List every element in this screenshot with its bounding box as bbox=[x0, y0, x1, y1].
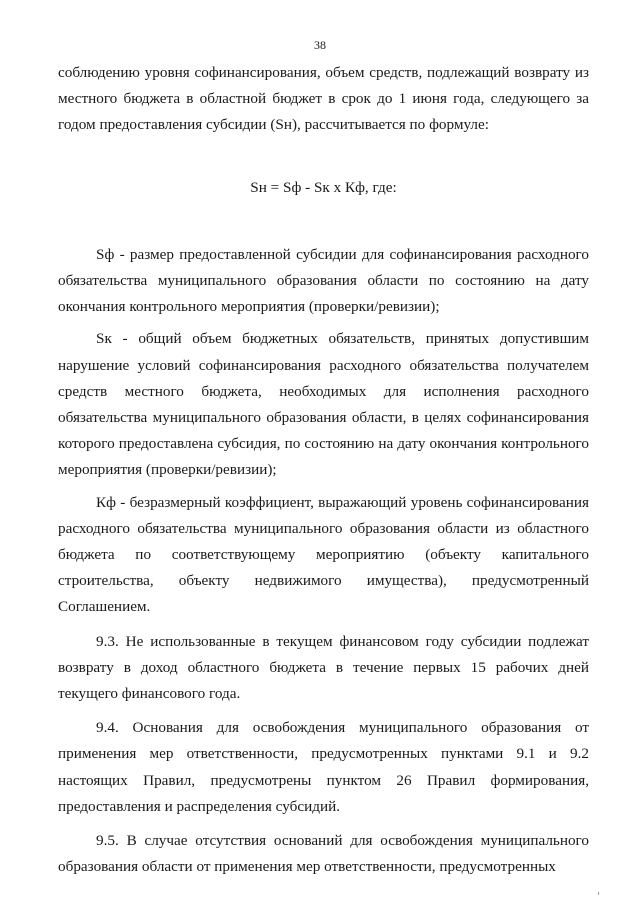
paragraph-definition-kf: Кф - безразмерный коэффициент, выражающий уровень софинансирования расходного обязательства муниципального образования области из областного бюджета по соответствующему мероприятию (объекту капитального строительства, объекту недвижимого имущества), предусмотренный Соглашением. bbox=[58, 493, 589, 616]
paragraph-intro: соблюдению уровня софинансирования, объем средств, подлежащий возврату из местного бюджета в областной бюджет в срок до 1 июня года, следующего за годом предоставления субсидии (Sн), рассчитывается по формуле: bbox=[58, 64, 589, 134]
paragraph-9-5: 9.5. В случае отсутствия оснований для освобождения муниципального образования области от применения мер ответственности, предусмотренных bbox=[58, 832, 589, 876]
paragraph-definition-sk: Sк - общий объем бюджетных обязательств, принятых допустившим нарушение условий софинансирования расходного обязательства получателем средств местного бюджета, необходимых для исполнения расходного обязательства муниципального образования области, в целях софинансирования которого предоставлена субсидия, по состоянию на дату окончания контрольного мероприятия (проверки/ревизии); bbox=[58, 330, 589, 479]
formula: Sн = Sф - Sк х Кф, где: bbox=[250, 178, 397, 196]
paragraph-9-3: 9.3. Не использованные в текущем финансовом году субсидии подлежат возврату в доход областного бюджета в течение первых 15 рабочих дней текущего финансового года. bbox=[58, 632, 589, 703]
page-number: 38 bbox=[314, 38, 326, 52]
scan-edge-mark bbox=[598, 892, 599, 895]
document-body bbox=[58, 60, 589, 880]
paragraph-9-4: 9.4. Основания для освобождения муниципального образования от применения мер ответственности, предусмотренных пунктами 9.1 и 9.2 настоящих Правил, предусмотрены пунктом 26 Правил формирования, предоставления и распределения субсидий. bbox=[58, 719, 589, 815]
paragraph-definition-sf: Sф - размер предоставленной субсидии для софинансирования расходного обязательства муниципального образования области по состоянию на дату окончания контрольного мероприятия (проверки/ревизии); bbox=[58, 245, 589, 316]
